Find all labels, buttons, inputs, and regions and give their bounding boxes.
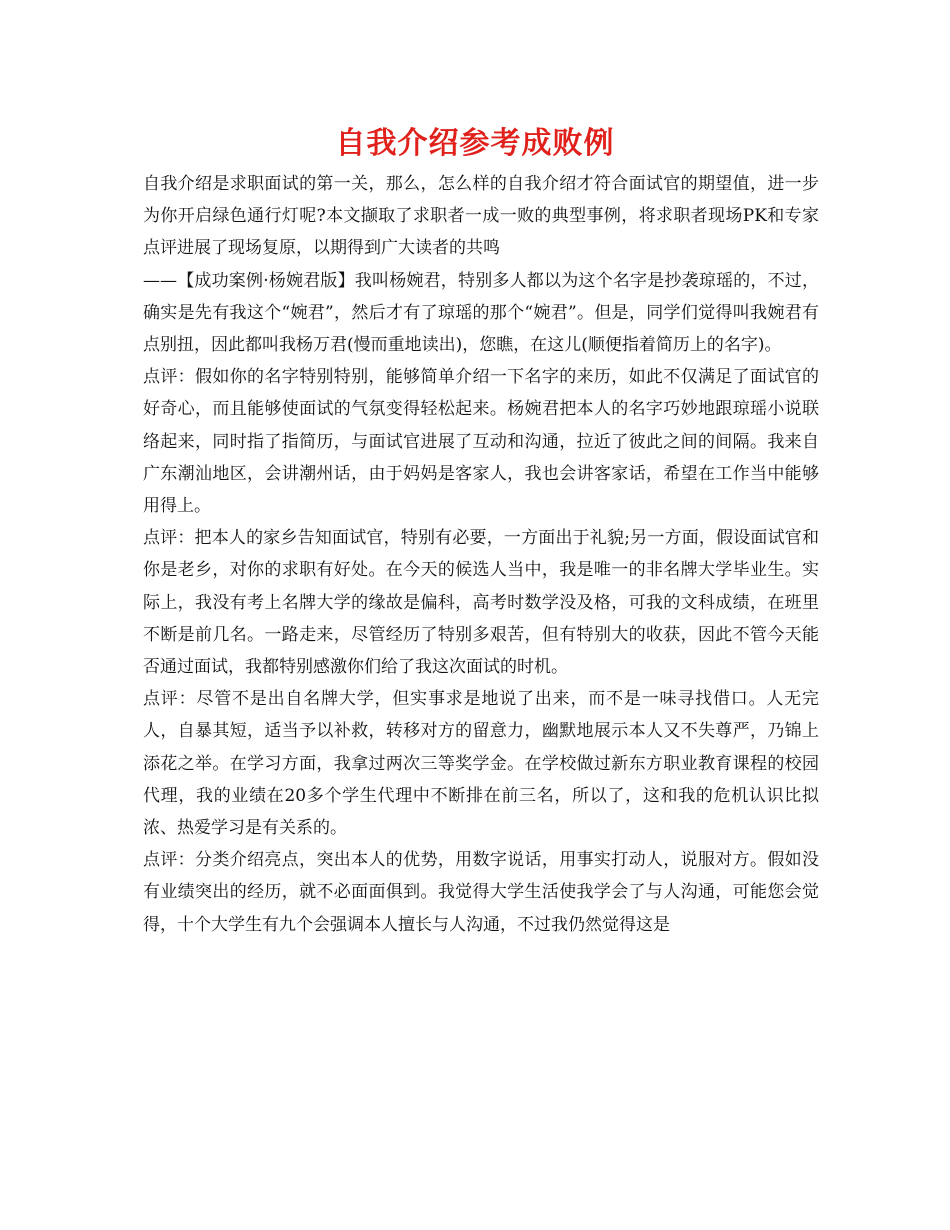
paragraph-intro: 自我介绍是求职面试的第一关，那么，怎么样的自我介绍才符合面试官的期望值，进一步为你开启绿色通行灯呢?本文撷取了求职者一成一败的典型事例，将求职者现场PK和专家点评进展了现场复原，以期得到广大读者的共鸣 xyxy=(143,174,819,259)
paragraph-comment-school: 点评：尽管不是出自名牌大学，但实事求是地说了出来，而不是一味寻找借口。人无完人，自暴其短，适当予以补救，转移对方的留意力，幽默地展示本人又不失尊严，乃锦上添花之举。在学习方面，我拿过两次三等奖学金。在学校做过新东方职业教育课程的校园代理，我的业绩在20多个学生代理中不断排在前三名，所以了，这和我的危机认识比拟浓、热爱学习是有关系的。 xyxy=(143,689,819,839)
paragraph-comment-highlights: 点评：分类介绍亮点，突出本人的优势，用数字说话，用事实打动人，说服对方。假如没有业绩突出的经历，就不必面面俱到。我觉得大学生活使我学会了与人沟通，可能您会觉得，十个大学生有九个会强调本人擅长与人沟通，不过我仍然觉得这是 xyxy=(143,850,819,935)
document-title: 自我介绍参考成败例 xyxy=(335,126,615,161)
paragraph-case: ——【成功案例·杨婉君版】我叫杨婉君，特别多人都以为这个名字是抄袭琼瑶的，不过，确实是先有我这个“婉君”，然后才有了琼瑶的那个“婉君”。但是，同学们觉得叫我婉君有点别扭，因此都叫我杨万君(慢而重地读出)，您瞧，在这儿(顺便指着简历上的名字)。 xyxy=(143,270,819,356)
document-body xyxy=(143,168,819,941)
paragraph-comment-name: 点评：假如你的名字特别特别，能够简单介绍一下名字的来历，如此不仅满足了面试官的好奇心，而且能够使面试的气氛变得轻松起来。杨婉君把本人的名字巧妙地跟琼瑶小说联络起来，同时指了指简历，与面试官进展了互动和沟通，拉近了彼此之间的间隔。我来自广东潮汕地区，会讲潮州话，由于妈妈是客家人，我也会讲客家话，希望在工作当中能够用得上。 xyxy=(143,367,819,517)
paragraph-comment-hometown: 点评：把本人的家乡告知面试官，特别有必要，一方面出于礼貌;另一方面，假设面试官和你是老乡，对你的求职有好处。在今天的候选人当中，我是唯一的非名牌大学毕业生。实际上，我没有考上名牌大学的缘故是偏科，高考时数学没及格，可我的文科成绩，在班里不断是前几名。一路走来，尽管经历了特别多艰苦，但有特别大的收获，因此不管今天能否通过面试，我都特别感激你们给了我这次面试的时机。 xyxy=(143,528,819,678)
